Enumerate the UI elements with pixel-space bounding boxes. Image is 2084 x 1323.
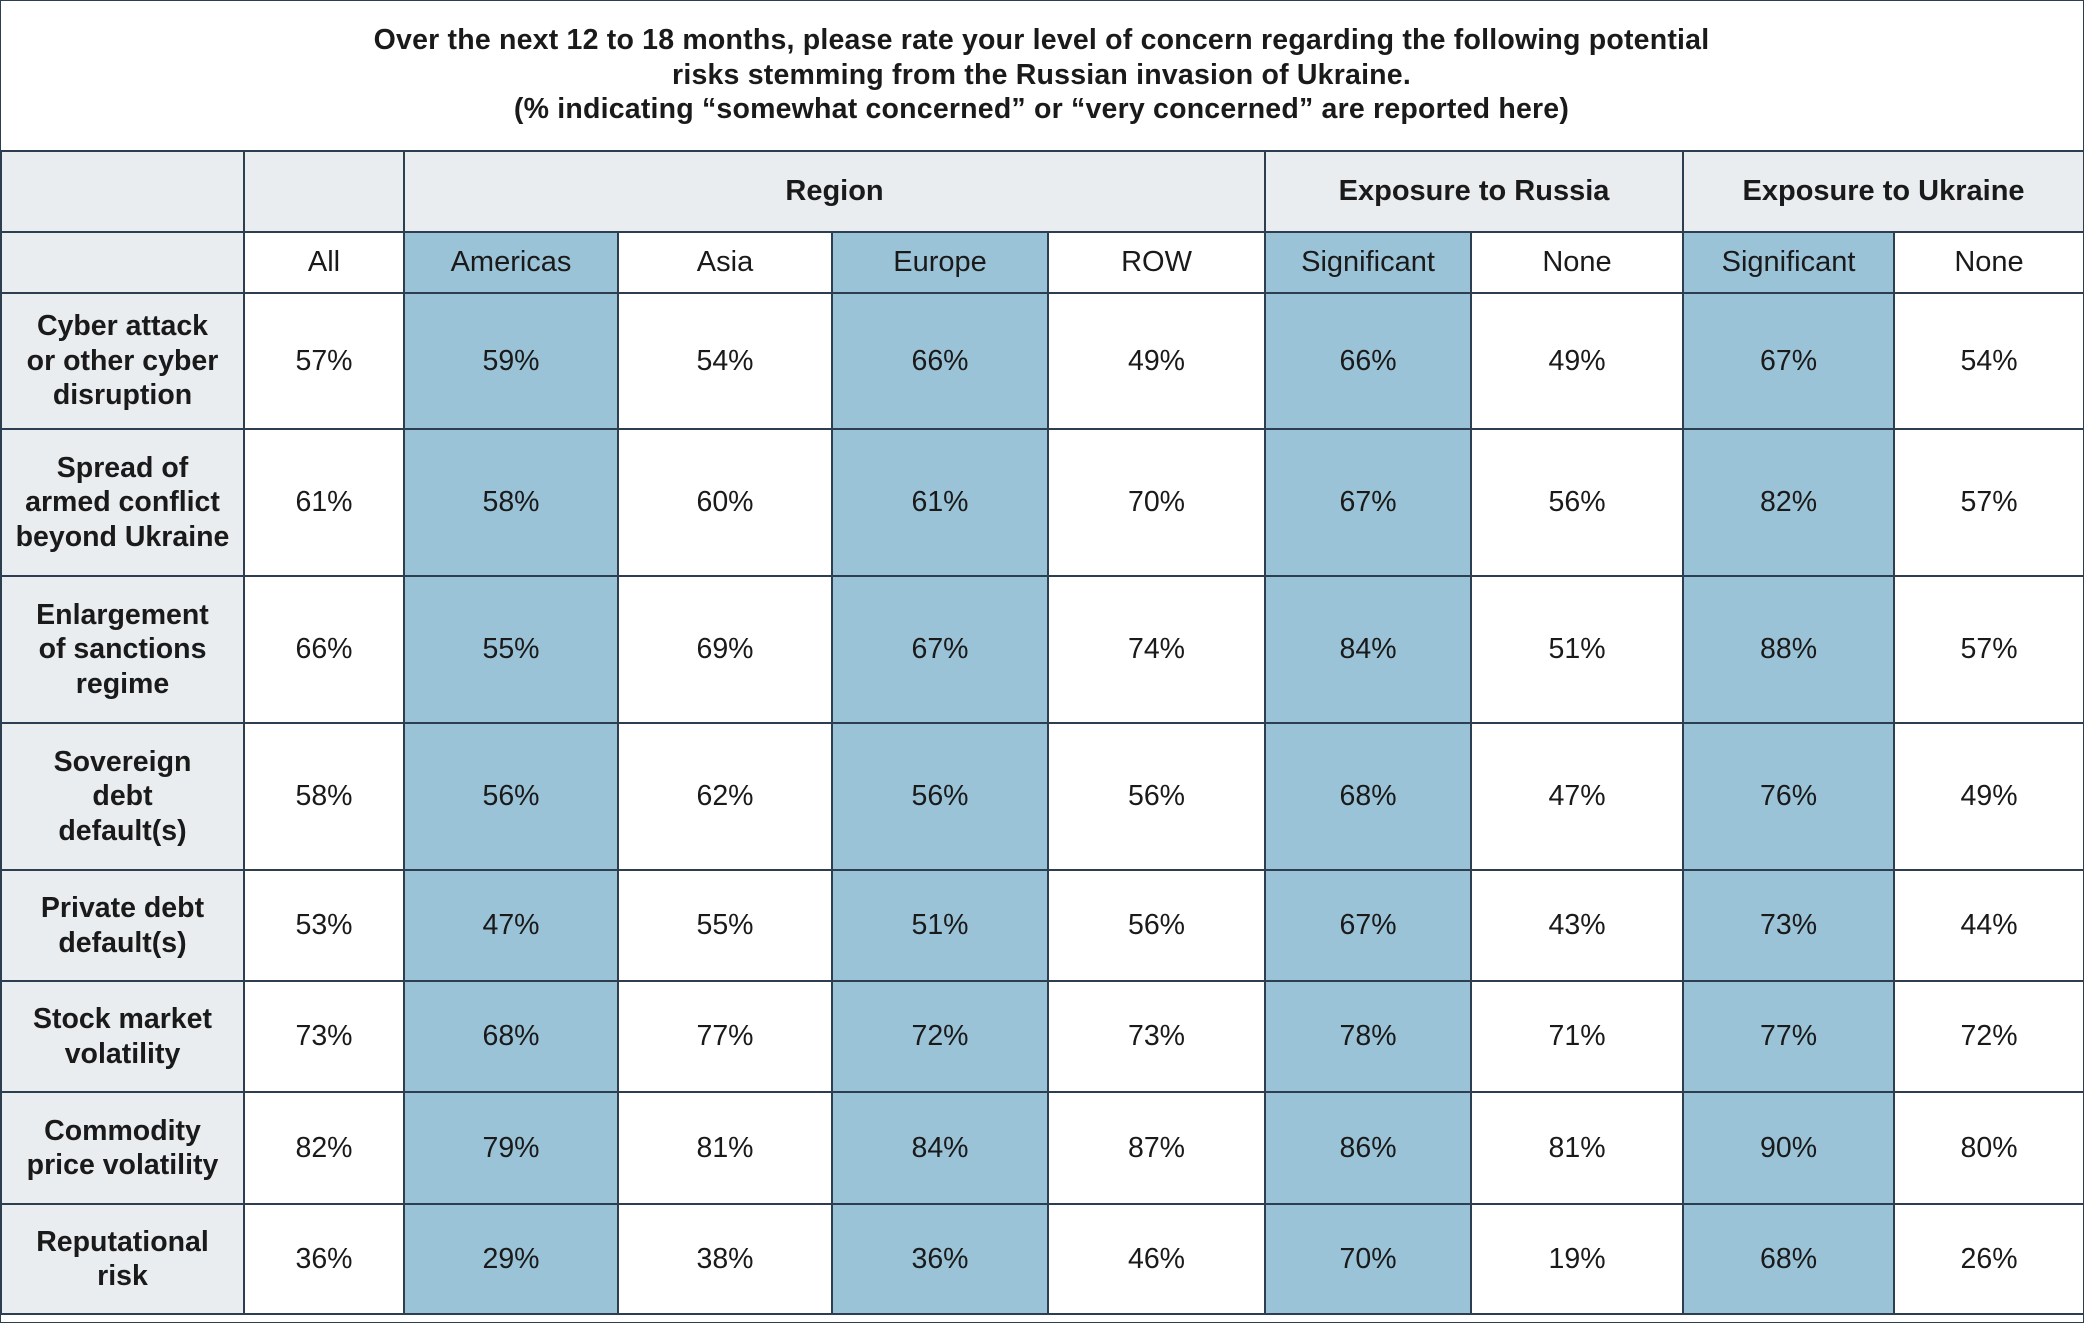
column-header-row [1,232,2084,293]
title-line-2: risks stemming from the Russian invasion of Ukraine. [672,58,1411,91]
value-cell: 68% [1265,723,1471,870]
table-row [1,576,2084,723]
value-cell: 43% [1471,870,1683,981]
value-cell: 51% [832,870,1048,981]
value-cell: 56% [832,723,1048,870]
value-cell: 49% [1471,293,1683,429]
row-label-line: beyond Ukraine [15,520,230,553]
value-cell: 66% [244,576,404,723]
value-cell: 73% [1048,981,1265,1092]
value-cell: 67% [1265,429,1471,576]
value-cell: 55% [404,576,618,723]
row-label [1,1204,244,1314]
value-cell: 29% [404,1204,618,1314]
group-header-russia: Exposure to Russia [1265,151,1683,232]
value-cell: 70% [1048,429,1265,576]
value-cell: 90% [1683,1092,1894,1204]
column-header-americas: Americas [404,232,618,293]
value-cell: 80% [1894,1092,2084,1204]
row-label-line: price volatility [26,1149,219,1181]
value-cell: 72% [832,981,1048,1092]
value-cell: 81% [1471,1092,1683,1204]
value-cell: 47% [404,870,618,981]
group-header-ukraine: Exposure to Ukraine [1683,151,2084,232]
empty-corner-cell [1,151,244,232]
value-cell: 76% [1683,723,1894,870]
value-cell: 57% [1894,576,2084,723]
value-cell: 82% [1683,429,1894,576]
row-label [1,723,244,870]
row-label-line: Reputational [36,1225,209,1258]
value-cell: 49% [1048,293,1265,429]
value-cell: 47% [1471,723,1683,870]
row-label-line: Sovereign [53,745,192,778]
column-header-asia: Asia [618,232,832,293]
value-cell: 57% [244,293,404,429]
data-table [0,150,2084,1315]
value-cell: 53% [244,870,404,981]
value-cell: 49% [1894,723,2084,870]
row-label-line: Cyber attack [36,310,209,343]
value-cell: 70% [1265,1204,1471,1314]
value-cell: 61% [244,429,404,576]
chart-title [1,1,2082,149]
title-line-3: (% indicating “somewhat concerned” or “very concerned” are reported here) [513,93,1570,126]
row-label-line: Commodity [44,1114,201,1147]
row-label [1,576,244,723]
value-cell: 77% [1683,981,1894,1092]
value-cell: 36% [244,1204,404,1314]
row-label-line: Stock market [32,1003,212,1035]
value-cell: 56% [1048,723,1265,870]
table-row [1,870,2084,981]
table-row [1,981,2084,1092]
row-label [1,429,244,576]
row-label-line: of sanctions [38,633,207,666]
row-label-line: Enlargement [36,598,209,631]
row-label [1,981,244,1092]
value-cell: 56% [1471,429,1683,576]
value-cell: 38% [618,1204,832,1314]
value-cell: 78% [1265,981,1471,1092]
value-cell: 77% [618,981,832,1092]
value-cell: 60% [618,429,832,576]
table-row [1,429,2084,576]
row-label-line: default(s) [58,926,187,959]
row-label-line: disruption [52,379,193,412]
table-row [1,1092,2084,1204]
value-cell: 61% [832,429,1048,576]
value-cell: 67% [832,576,1048,723]
empty-rowlabel-header [1,232,244,293]
value-cell: 84% [1265,576,1471,723]
value-cell: 87% [1048,1092,1265,1204]
column-header-russia-none: None [1471,232,1683,293]
value-cell: 74% [1048,576,1265,723]
value-cell: 71% [1471,981,1683,1092]
group-header-region: Region [404,151,1265,232]
value-cell: 79% [404,1092,618,1204]
value-cell: 67% [1265,870,1471,981]
value-cell: 54% [1894,293,2084,429]
row-label-line: Private debt [40,892,205,924]
group-header-row [1,151,2084,232]
value-cell: 67% [1683,293,1894,429]
empty-all-group-cell [244,151,404,232]
value-cell: 73% [1683,870,1894,981]
value-cell: 56% [404,723,618,870]
table-row [1,293,2084,429]
value-cell: 69% [618,576,832,723]
row-label-line: debt [92,780,153,813]
row-label-line: Spread of [56,451,189,484]
row-label-line: risk [97,1260,148,1292]
value-cell: 66% [1265,293,1471,429]
value-cell: 44% [1894,870,2084,981]
value-cell: 59% [404,293,618,429]
row-label [1,293,244,429]
value-cell: 58% [244,723,404,870]
value-cell: 68% [404,981,618,1092]
row-label-line: regime [75,667,170,700]
value-cell: 73% [244,981,404,1092]
value-cell: 51% [1471,576,1683,723]
value-cell: 36% [832,1204,1048,1314]
value-cell: 82% [244,1092,404,1204]
value-cell: 55% [618,870,832,981]
column-header-row: ROW [1048,232,1265,293]
value-cell: 54% [618,293,832,429]
column-header-all: All [244,232,404,293]
value-cell: 57% [1894,429,2084,576]
value-cell: 58% [404,429,618,576]
value-cell: 46% [1048,1204,1265,1314]
row-label-line: volatility [64,1037,181,1070]
value-cell: 19% [1471,1204,1683,1314]
table-row [1,1204,2084,1314]
row-label [1,870,244,981]
row-label-line: or other cyber [26,344,219,377]
column-header-ukraine-none: None [1894,232,2084,293]
row-label-line: armed conflict [25,486,220,519]
value-cell: 72% [1894,981,2084,1092]
title-line-1: Over the next 12 to 18 months, please rate your level of concern regarding the following potential [373,24,1710,57]
value-cell: 66% [832,293,1048,429]
value-cell: 84% [832,1092,1048,1204]
value-cell: 26% [1894,1204,2084,1314]
value-cell: 88% [1683,576,1894,723]
column-header-ukraine-significant: Significant [1683,232,1894,293]
column-header-europe: Europe [832,232,1048,293]
row-label [1,1092,244,1204]
value-cell: 62% [618,723,832,870]
value-cell: 86% [1265,1092,1471,1204]
row-label-line: default(s) [58,814,187,847]
value-cell: 81% [618,1092,832,1204]
value-cell: 68% [1683,1204,1894,1314]
value-cell: 56% [1048,870,1265,981]
table-row [1,723,2084,870]
column-header-russia-significant: Significant [1265,232,1471,293]
